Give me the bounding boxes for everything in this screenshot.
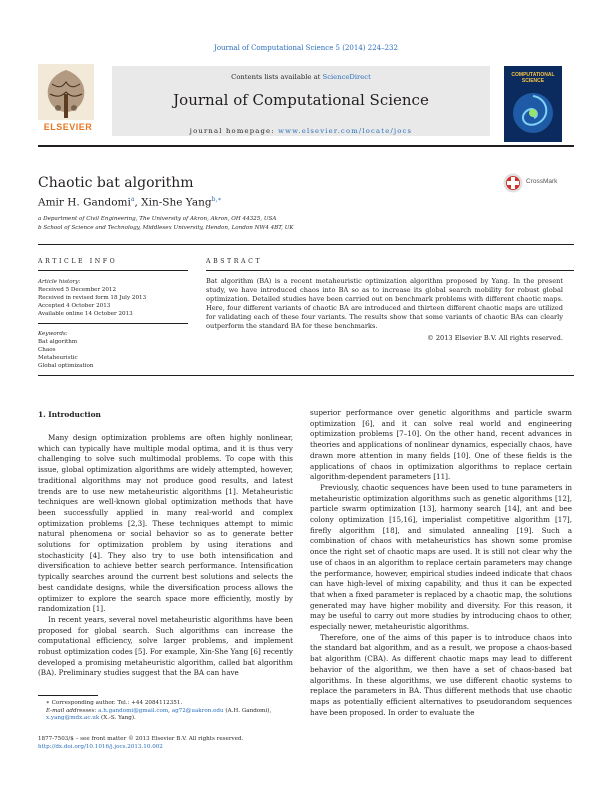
body-paragraph: Therefore, one of the aims of this paper is to introduce chaos into the standard bat algorithm, and as a result, we propose a chaos-based bat algorithm (CBA). As different chaotic maps may lead to different behavior of the algorithm, we then have a set of chaos-based bat algorithms. In these algorithms, we use different chaotic systems to replace the parameters in BA. Thus different methods that use chaotic maps as potentially efficient alternatives to pseudorandom sequences have been proposed. In order to evaluate the [310,632,572,717]
footnote-rule [38,695,98,696]
body-rule [38,375,574,376]
body-column-left [38,433,293,679]
keyword: Bat algorithm [38,339,78,345]
author-separator: , [134,196,142,209]
contents-prefix: Contents lists available at [231,73,323,81]
abstract-heading: ABSTRACT [206,258,263,265]
cover-swirl-graphic [508,88,558,138]
body-paragraph: superior performance over genetic algorithms and particle swarm optimization [6], and it can solve real world and engineering optimization problems [7–10]. On the other hand, recent advances in theories and applications of nonlinear dynamics, especially chaos, have drawn more attention in many fields [10]. One of these fields is the applications of chaos in optimization algorithms to replace certain algorithm-dependent parameters [11]. [310,408,572,482]
doi-link[interactable]: http://dx.doi.org/10.1016/j.jocs.2013.10.002 [38,744,163,750]
body-paragraph: Many design optimization problems are often highly nonlinear, which can typically have multiple modal optima, and it is thus very challenging to solve such multimodal problems. To cope with this issue, global optimization algorithms are widely attempted, however, traditional algorithms may not produce good results, and latest trends are to use new metaheuristic algorithms [1]. Metaheuristic techniques are well-known global optimization methods that have been successfully applied in many real-world and complex optimization problems [2,3]. These techniques attempt to mimic natural phenomena or social behavior so as to generate better solutions for optimization problem by using iterations and stochasticity [4]. They also try to use both intensification and diversification to achieve better search performance. Intensification typically searches around the current best solutions and selects the best candidate designs, while the diversification process allows the optimizer to explore the search space more efficiently, mostly by randomization [1]. [38,433,293,614]
crossmark-label: CrossMark [526,178,558,185]
article-title: Chaotic bat algorithm [38,175,194,191]
journal-homepage [112,127,490,135]
email-label: E-mail addresses: [46,708,99,714]
abstract-rule [206,270,574,271]
elsevier-tree-logo [38,64,94,130]
homepage-link[interactable]: www.elsevier.com/locate/jocs [278,127,413,135]
section-heading-introduction: 1. Introduction [38,410,101,419]
author-list [38,196,221,209]
contents-line [112,73,490,81]
abstract-copyright: © 2013 Elsevier B.V. All rights reserved. [427,334,563,342]
article-info-rule [38,270,188,271]
affiliation: a Department of Civil Engineering, The University of Akron, Akron, OH 44325, USA [38,216,277,222]
homepage-prefix: journal homepage: [189,127,279,135]
affiliation-marker[interactable]: b,∗ [211,196,222,203]
affiliation-marker[interactable]: a [130,196,135,203]
section-rule [38,244,574,245]
history-item: Accepted 4 October 2013 [38,303,111,309]
email-link[interactable]: x.yang@mdx.ac.uk [46,715,100,722]
affiliation: b School of Science and Technology, Middlesex University, Hendon, London NW4 4BT, UK [38,225,294,231]
email-link[interactable]: a.h.gandomi@gmail.com [98,708,169,714]
crossmark-icon [503,173,523,193]
journal-reference[interactable]: Journal of Computational Science 5 (2014) 224–232 [214,44,398,52]
keyword: Metaheuristic [38,355,78,361]
body-paragraph: In recent years, several novel metaheuristic algorithms have been proposed for global search. Such algorithms can increase the computational efficiency, solve larger problems, and implement robust optimization codes [5]. For example, Xin-She Yang [6] recently developed a promising metaheuristic algorithm, called bat algorithm (BA). Preliminary studies suggest that the BA can have [38,614,293,678]
sciencedirect-link[interactable]: ScienceDirect [322,73,371,81]
journal-title: Journal of Computational Science [173,91,429,109]
history-item: Received 5 December 2012 [38,287,117,293]
publisher-wordmark: ELSEVIER [43,122,93,132]
issn-line: 1877-7503/$ – see front matter © 2013 Elsevier B.V. All rights reserved. [38,736,244,742]
email-link[interactable]: ag72@uakron.edu [171,708,224,714]
cover-title: COMPUTATIONAL SCIENCE [511,72,555,84]
corresponding-author-note: ∗ Corresponding author. Tel.: +44 2084112351. [46,700,183,706]
email-owner: (A.H. Gandomi), [223,708,272,714]
body-column-right [310,408,572,718]
author-name: Amir H. Gandomi [38,196,131,209]
header-rule [38,145,574,147]
keywords-rule [38,323,188,324]
author-name: Xin-She Yang [141,196,212,209]
history-item: Available online 14 October 2013 [38,311,133,317]
crossmark-badge[interactable] [503,172,573,194]
email-footnote [38,708,302,723]
keywords-label: Keywords: [38,331,68,337]
keyword: Chaos [38,347,56,353]
article-info-heading: ARTICLE INFO [38,258,118,265]
history-item: Received in revised form 18 July 2013 [38,295,147,301]
history-label: Article history: [38,279,81,285]
keyword: Global optimization [38,363,94,369]
journal-cover-image [504,66,562,142]
abstract-text: Bat algorithm (BA) is a recent metaheuristic optimization algorithm proposed by Yang. In the present study, we have introduced chaos into BA so as to increase its global search mobility for robust global optimization. Detailed studies have been carried out on benchmark problems with different chaotic maps. Here, four different variants of chaotic BA are introduced and thirteen different chaotic maps are utilized for validating each of these four variants. The results show that some variants of chaotic BAs can clearly outperform the standard BA for these benchmarks. [206,277,563,331]
email-separator: , [168,708,172,714]
body-paragraph: Previously, chaotic sequences have been used to tune parameters in metaheuristic optimization algorithms such as genetic algorithms [12], particle swarm optimization [13], harmony search [14], ant and bee colony optimization [15,16], imperialist competitive algorithm [17], firefly algorithm [18], and simulated annealing [19]. Such a combination of chaos with metaheuristics has shown some promise once the right set of chaotic maps are used. It is still not clear why the use of chaos in an algorithm to replace certain parameters may change the performance, however, empirical studies indeed indicate that chaos can have high-level of mixing capability, and thus it can be expected that when a fixed parameter is replaced by a chaotic map, the solutions generated may have higher mobility and diversity. For this reason, it may be useful to carry out more studies by introducing chaos to other, especially newer, metaheuristic algorithms. [310,482,572,632]
email-owner: (X.-S. Yang). [99,715,136,722]
